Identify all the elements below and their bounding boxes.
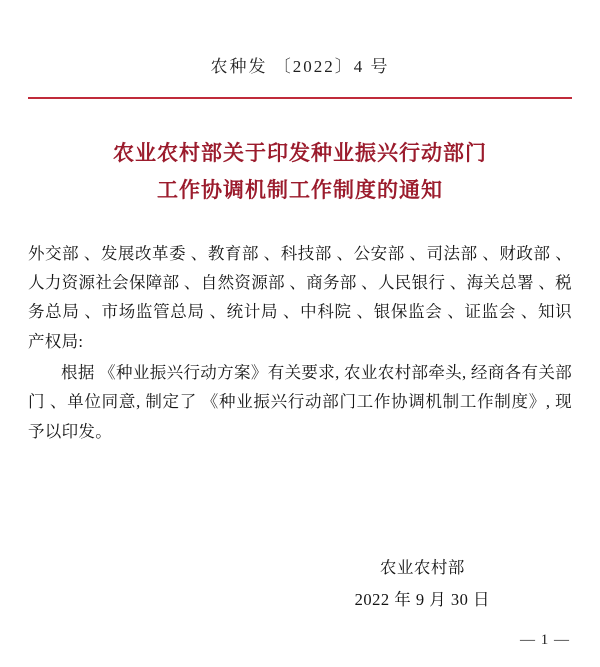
- document-title: [28, 135, 572, 209]
- body-paragraph: 根据 《种业振兴行动方案》有关要求, 农业农村部牵头, 经商各有关部门 、单位同意, 制定了 《种业振兴行动部门工作协调机制工作制度》, 现予以印发。: [28, 362, 572, 441]
- page-number-footer: — 1 —: [520, 632, 570, 648]
- signature-block: [355, 552, 490, 616]
- signature-organization: 农业农村部: [379, 558, 465, 577]
- recipients-list: 外交部 、发展改革委 、教育部 、科技部 、公安部 、司法部 、财政部 、人力资源社会保障部 、自然资源部 、商务部 、人民银行 、海关总署 、税务总局 、市场监管总局 、统计局 、中科院 、银保监会 、证监会 、知识产权局:: [28, 243, 572, 351]
- document-title-line-1: 农业农村部关于印发种业振兴行动部门: [113, 141, 487, 165]
- red-divider-rule: [28, 97, 572, 99]
- document-number: 农种发 〔2022〕4 号: [210, 57, 390, 76]
- signature-date: 2022 年 9 月 30 日: [354, 590, 490, 610]
- document-title-line-2: 工作协调机制工作制度的通知: [157, 177, 443, 202]
